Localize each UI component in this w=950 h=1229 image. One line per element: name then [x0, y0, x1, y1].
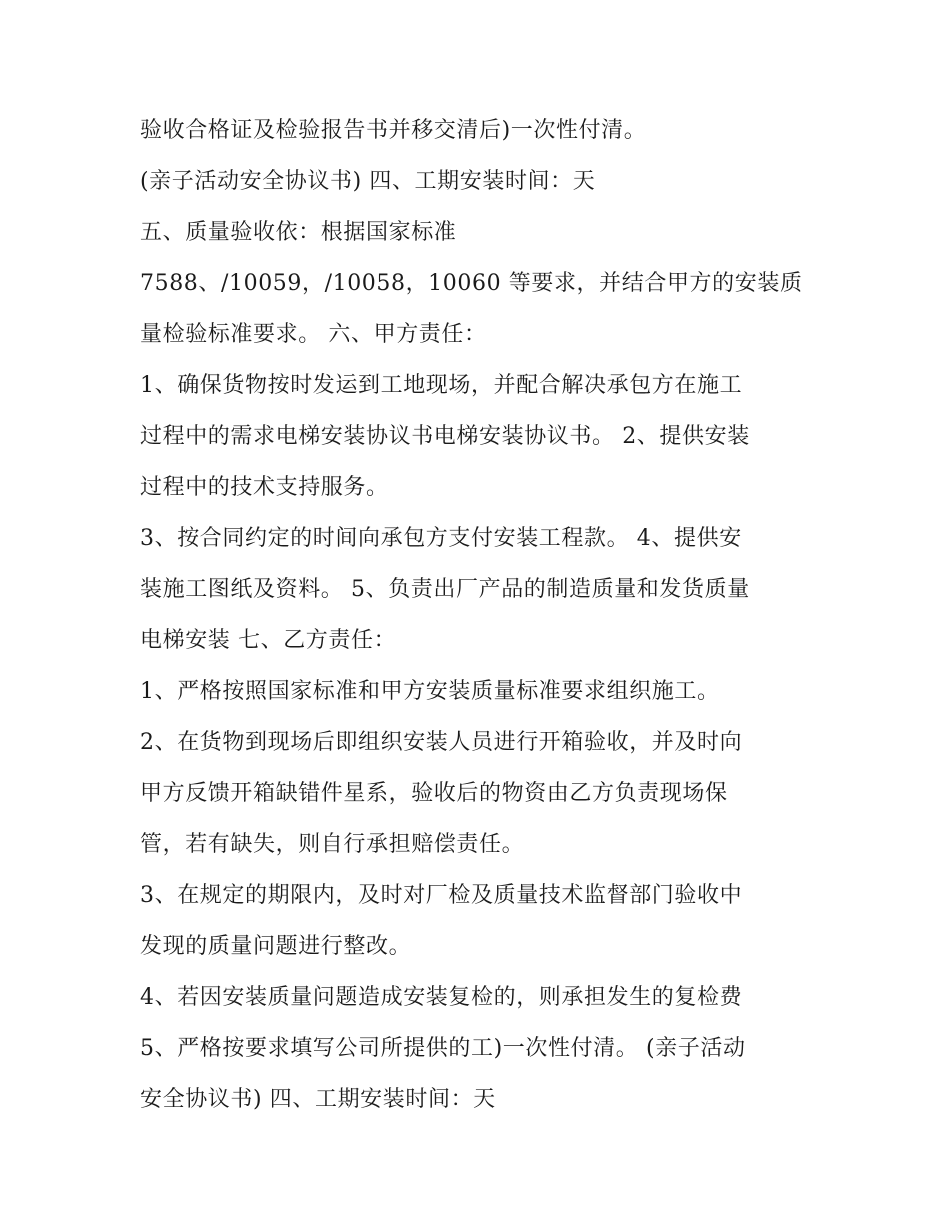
text-line: 2、在货物到现场后即组织安装人员进行开箱验收，并及时向	[140, 730, 743, 755]
text-line: 甲方反馈开箱缺错件星系，验收后的物资由乙方负责现场保	[140, 781, 728, 806]
text-line: 过程中的技术支持服务。	[140, 475, 389, 500]
text-line: 1、严格按照国家标准和甲方安装质量标准要求组织施工。	[140, 679, 720, 704]
text-line: 五、质量验收依：根据国家标准	[140, 220, 457, 245]
text-line: 安全协议书) 四、工期安装时间：天	[140, 1087, 496, 1112]
text-line: 7588、/10059，/10058，10060 等要求，并结合甲方的安装质	[140, 271, 803, 296]
text-line: 1、确保货物按时发运到工地现场，并配合解决承包方在施工	[140, 373, 743, 398]
text-line: 量检验标准要求。 六、甲方责任：	[140, 322, 487, 347]
text-line: 4、若因安装质量问题造成安装复检的，则承担发生的复检费	[140, 985, 743, 1010]
text-line: 验收合格证及检验报告书并移交清后)一次性付清。	[140, 118, 647, 143]
text-line: 3、按合同约定的时间向承包方支付安装工程款。 4、提供安	[140, 526, 742, 551]
text-line: 管，若有缺失，则自行承担赔偿责任。	[140, 832, 525, 857]
text-line: 过程中的需求电梯安装协议书电梯安装协议书。 2、提供安装	[140, 424, 750, 449]
text-line: 5、严格按要求填写公司所提供的工)一次性付清。 (亲子活动	[140, 1036, 746, 1061]
text-line: 发现的质量问题进行整改。	[140, 934, 412, 959]
document-body	[140, 105, 820, 1125]
text-line: 电梯安装 七、乙方责任：	[140, 628, 397, 653]
text-line: (亲子活动安全协议书) 四、工期安装时间：天	[140, 169, 596, 194]
text-line: 3、在规定的期限内，及时对厂检及质量技术监督部门验收中	[140, 883, 743, 908]
text-line: 装施工图纸及资料。 5、负责出厂产品的制造质量和发货质量	[140, 577, 750, 602]
